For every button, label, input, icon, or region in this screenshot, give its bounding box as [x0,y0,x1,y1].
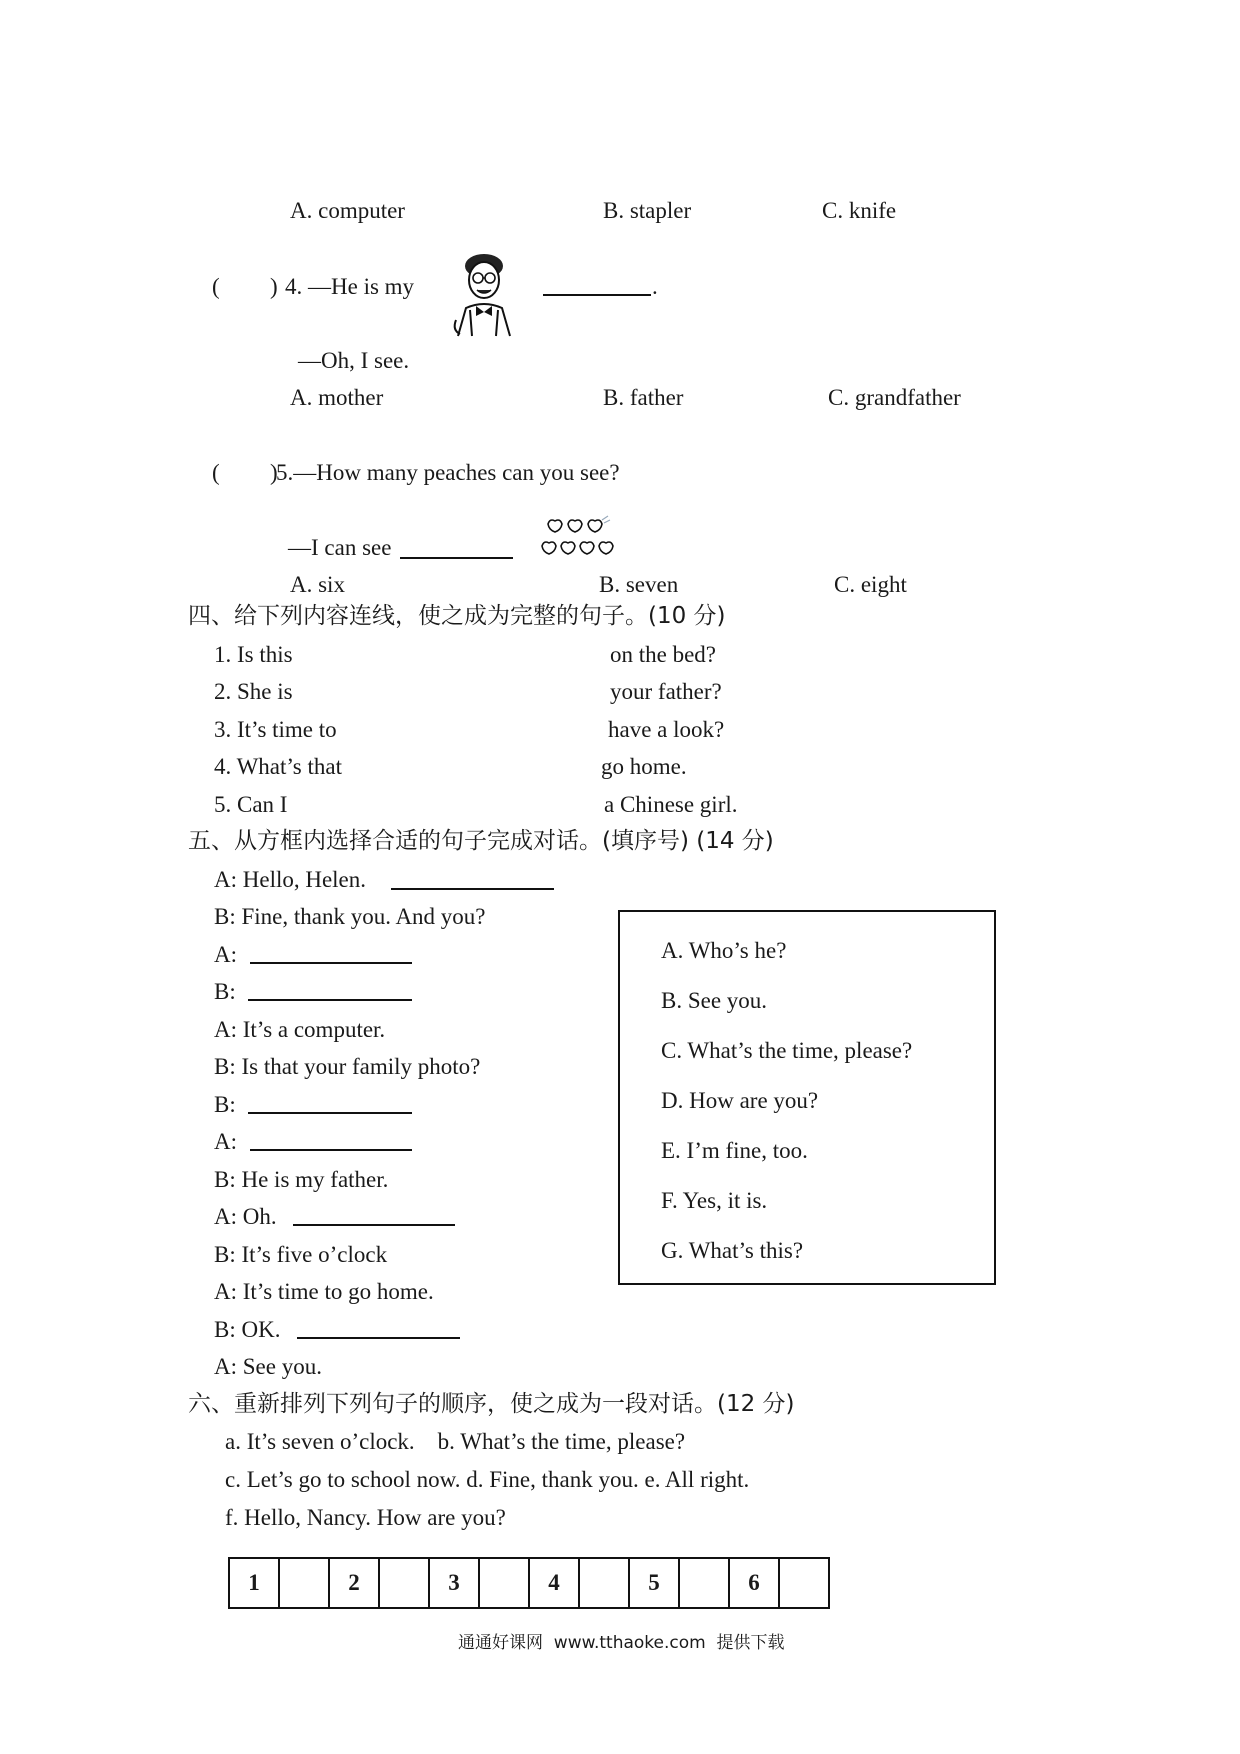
q4-period: . [652,274,658,299]
section4-right-4: go home. [601,754,687,779]
q3-option-b: B. stapler [603,198,692,223]
q4-answer-blank[interactable] [543,294,651,296]
section5-title: 五、从方框内选择合适的句子完成对话。(填序号) (14 分) [188,828,774,854]
q4-answer: —Oh, I see. [298,348,410,373]
dialogue-line-7: B: [214,1092,236,1117]
q4-option-b: B. father [603,385,684,410]
dialogue-line-11: B: It’s five o’clock [214,1242,388,1267]
section6-line-1: a. It’s seven o’clock. b. What’s the time, please? [225,1429,686,1454]
section4-right-2: your father? [610,679,722,704]
section4-left-4: 4. What’s that [214,754,342,779]
grid-answer-cell[interactable] [679,1558,729,1608]
section6-title: 六、重新排列下列句子的顺序，使之成为一段对话。(12 分) [188,1391,795,1417]
peaches-icon [540,514,620,560]
grid-number-5: 5 [629,1558,679,1608]
q5-option-b: B. seven [599,572,679,597]
section4-title: 四、给下列内容连线，使之成为完整的句子。(10 分) [188,603,726,629]
grid-number-2: 2 [329,1558,379,1608]
option-e: E. I’m fine, too. [661,1138,808,1163]
footer-source: 通通好课网 www.tthaoke.com 提供下载 [458,1633,785,1653]
q5-answer-blank[interactable] [400,557,513,559]
grid-number-6: 6 [729,1558,779,1608]
grid-number-4: 4 [529,1558,579,1608]
dialogue-line-6: B: Is that your family photo? [214,1054,481,1079]
grid-answer-cell[interactable] [779,1558,829,1608]
dialogue-line-3: A: [214,942,237,967]
dialogue-blank-3[interactable] [250,962,412,964]
grid-number-3: 3 [429,1558,479,1608]
q4-paren-close: ) [270,274,278,299]
dialogue-blank-13[interactable] [297,1337,460,1339]
grid-answer-cell[interactable] [479,1558,529,1608]
dialogue-line-14: A: See you. [214,1354,322,1379]
option-a: A. Who’s he? [661,938,787,963]
q5-paren-close: ) [270,460,278,485]
section4-left-1: 1. Is this [214,642,293,667]
option-d: D. How are you? [661,1088,819,1113]
grandfather-cartoon-icon [448,250,520,338]
section4-right-3: have a look? [608,717,725,742]
option-f: F. Yes, it is. [661,1188,768,1213]
option-c: C. What’s the time, please? [661,1038,913,1063]
option-g: G. What’s this? [661,1238,804,1263]
q3-option-c: C. knife [822,198,897,223]
section6-line-2: c. Let’s go to school now. d. Fine, thank you. e. All right. [225,1467,750,1492]
dialogue-blank-1[interactable] [391,888,554,890]
section4-left-5: 5. Can I [214,792,288,817]
dialogue-blank-4[interactable] [248,999,412,1001]
dialogue-blank-10[interactable] [293,1224,455,1226]
dialogue-line-10: A: Oh. [214,1204,277,1229]
order-answer-grid [228,1557,830,1609]
dialogue-line-8: A: [214,1129,237,1154]
dialogue-line-1: A: Hello, Helen. [214,867,367,892]
q4-option-c: C. grandfather [828,385,961,410]
q4-question: 4. —He is my [285,274,415,299]
dialogue-blank-7[interactable] [248,1112,412,1114]
q5-option-c: C. eight [834,572,907,597]
q4-paren-open: ( [212,274,220,299]
grid-number-1: 1 [229,1558,279,1608]
section6-line-3: f. Hello, Nancy. How are you? [225,1505,506,1530]
grid-answer-cell[interactable] [279,1558,329,1608]
q5-question: 5.—How many peaches can you see? [276,460,620,485]
q5-paren-open: ( [212,460,220,485]
option-b: B. See you. [661,988,768,1013]
q4-option-a: A. mother [290,385,384,410]
dialogue-line-4: B: [214,979,236,1004]
section4-left-2: 2. She is [214,679,293,704]
dialogue-blank-8[interactable] [250,1149,412,1151]
q5-option-a: A. six [290,572,345,597]
section4-right-5: a Chinese girl. [604,792,738,817]
grid-answer-cell[interactable] [379,1558,429,1608]
grid-answer-cell[interactable] [579,1558,629,1608]
dialogue-line-9: B: He is my father. [214,1167,389,1192]
dialogue-line-2: B: Fine, thank you. And you? [214,904,486,929]
dialogue-line-12: A: It’s time to go home. [214,1279,434,1304]
section4-right-1: on the bed? [610,642,717,667]
section4-left-3: 3. It’s time to [214,717,337,742]
q3-option-a: A. computer [290,198,405,223]
q5-answer: —I can see [288,535,392,560]
dialogue-line-13: B: OK. [214,1317,281,1342]
dialogue-line-5: A: It’s a computer. [214,1017,386,1042]
